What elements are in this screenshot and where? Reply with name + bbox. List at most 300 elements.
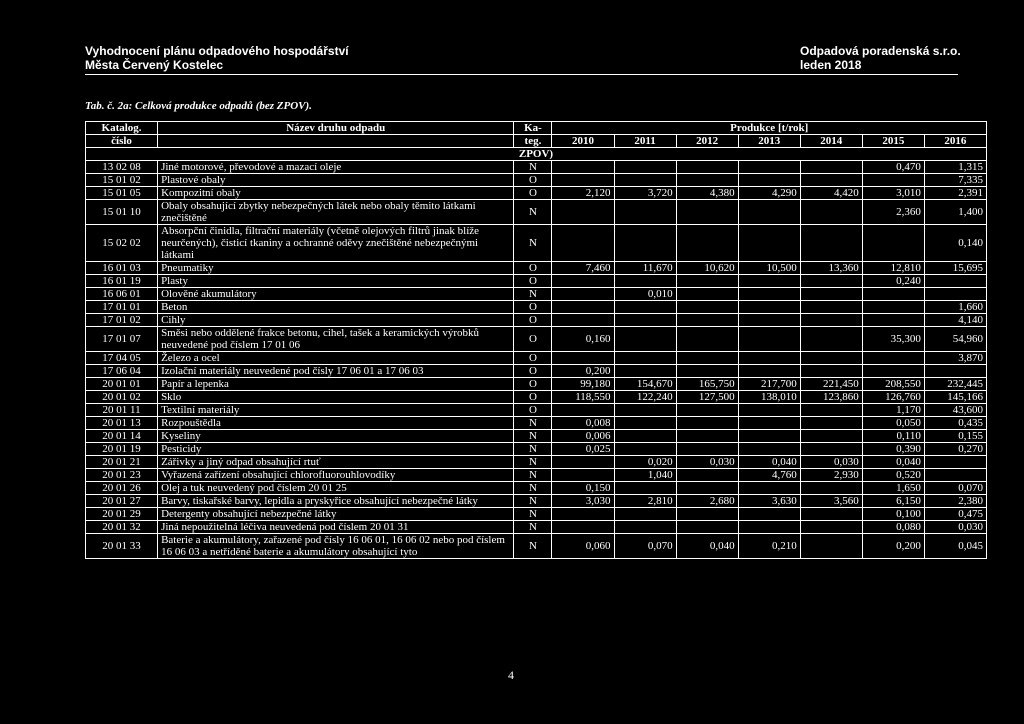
production-value (614, 417, 676, 430)
header-category-1: Ka- (514, 122, 552, 135)
table-row (86, 482, 987, 495)
waste-name: Vyřazená zařízení obsahující chlorofluorouhlovodíky (158, 469, 514, 482)
production-value (800, 200, 862, 225)
waste-code: 20 01 21 (86, 456, 158, 469)
production-value (800, 161, 862, 174)
waste-name: Plasty (158, 275, 514, 288)
waste-name: Kyseliny (158, 430, 514, 443)
production-value: 2,680 (676, 495, 738, 508)
production-value (800, 275, 862, 288)
waste-category: N (514, 534, 552, 559)
production-value: 127,500 (676, 391, 738, 404)
waste-category: O (514, 314, 552, 327)
waste-category: N (514, 161, 552, 174)
production-value (614, 352, 676, 365)
waste-code: 17 01 01 (86, 301, 158, 314)
table-row (86, 288, 987, 301)
production-value (552, 174, 614, 187)
waste-code: 20 01 13 (86, 417, 158, 430)
production-value (738, 417, 800, 430)
production-value: 0,020 (614, 456, 676, 469)
production-value (676, 314, 738, 327)
production-value: 123,860 (800, 391, 862, 404)
production-value: 10,620 (676, 262, 738, 275)
table-row (86, 314, 987, 327)
production-value (738, 327, 800, 352)
header-code-1: Katalog. (86, 122, 158, 135)
production-value (738, 275, 800, 288)
table-row (86, 187, 987, 200)
production-value: 0,040 (862, 456, 924, 469)
production-value: 4,140 (924, 314, 986, 327)
production-value: 99,180 (552, 378, 614, 391)
production-value (738, 508, 800, 521)
header-year: 2011 (614, 135, 676, 148)
production-value (676, 161, 738, 174)
production-value (614, 443, 676, 456)
production-value: 0,080 (862, 521, 924, 534)
production-value: 0,045 (924, 534, 986, 559)
production-value: 0,475 (924, 508, 986, 521)
production-value: 7,335 (924, 174, 986, 187)
production-value (800, 521, 862, 534)
production-value: 1,040 (614, 469, 676, 482)
header-subtitle: Města Červený Kostelec (85, 58, 224, 72)
production-value: 6,150 (862, 495, 924, 508)
table-row (86, 456, 987, 469)
waste-production-table (85, 121, 987, 559)
production-value: 0,040 (676, 534, 738, 559)
production-value: 0,070 (924, 482, 986, 495)
production-value (552, 288, 614, 301)
header-divider (85, 74, 958, 75)
table-row (86, 327, 987, 352)
header-category-2: teg. (514, 135, 552, 148)
production-value: 0,200 (552, 365, 614, 378)
production-value (552, 456, 614, 469)
production-value (676, 365, 738, 378)
production-value: 0,010 (614, 288, 676, 301)
header-year: 2014 (800, 135, 862, 148)
production-value (614, 161, 676, 174)
waste-name: Obaly obsahující zbytky nebezpečných látek nebo obaly těmito látkami znečištěné (158, 200, 514, 225)
production-value (552, 469, 614, 482)
waste-code: 17 04 05 (86, 352, 158, 365)
document-header-left (85, 44, 349, 72)
header-year: 2010 (552, 135, 614, 148)
production-value (614, 301, 676, 314)
waste-category: O (514, 275, 552, 288)
table-body (86, 161, 987, 559)
production-value: 232,445 (924, 378, 986, 391)
production-value (676, 443, 738, 456)
production-value (738, 314, 800, 327)
production-value (800, 352, 862, 365)
production-value: 3,720 (614, 187, 676, 200)
production-value: 3,870 (924, 352, 986, 365)
production-value: 2,360 (862, 200, 924, 225)
table-row (86, 430, 987, 443)
production-value: 0,160 (552, 327, 614, 352)
waste-code: 20 01 26 (86, 482, 158, 495)
production-value (738, 301, 800, 314)
production-value (924, 365, 986, 378)
waste-category: O (514, 327, 552, 352)
waste-category: N (514, 443, 552, 456)
production-value (552, 314, 614, 327)
production-value (614, 174, 676, 187)
production-value (800, 508, 862, 521)
table-row (86, 508, 987, 521)
table-header-row-2 (86, 135, 987, 148)
production-value: 0,008 (552, 417, 614, 430)
production-value (676, 301, 738, 314)
waste-category: N (514, 469, 552, 482)
waste-category: O (514, 174, 552, 187)
waste-name: Olověné akumulátory (158, 288, 514, 301)
waste-category: N (514, 430, 552, 443)
production-value (676, 200, 738, 225)
production-value: 0,200 (862, 534, 924, 559)
production-value (552, 161, 614, 174)
production-value: 11,670 (614, 262, 676, 275)
waste-code: 15 01 02 (86, 174, 158, 187)
waste-name: Sklo (158, 391, 514, 404)
header-year: 2015 (862, 135, 924, 148)
production-value: 4,420 (800, 187, 862, 200)
waste-name: Železo a ocel (158, 352, 514, 365)
waste-name: Detergenty obsahující nebezpečné látky (158, 508, 514, 521)
waste-name: Pesticidy (158, 443, 514, 456)
production-value: 4,290 (738, 187, 800, 200)
production-value (676, 352, 738, 365)
waste-code: 15 02 02 (86, 225, 158, 262)
waste-code: 16 01 19 (86, 275, 158, 288)
table-row (86, 521, 987, 534)
waste-code: 17 06 04 (86, 365, 158, 378)
table-row (86, 200, 987, 225)
production-value: 208,550 (862, 378, 924, 391)
production-value: 3,010 (862, 187, 924, 200)
table-row (86, 391, 987, 404)
waste-code: 20 01 19 (86, 443, 158, 456)
waste-category: N (514, 508, 552, 521)
production-value (738, 443, 800, 456)
production-value (614, 200, 676, 225)
production-value (924, 456, 986, 469)
waste-code: 20 01 27 (86, 495, 158, 508)
waste-name: Barvy, tiskařské barvy, lepidla a pryskyřice obsahující nebezpečné látky (158, 495, 514, 508)
production-value (738, 225, 800, 262)
table-caption: Tab. č. 2a: Celková produkce odpadů (bez ZPOV). (85, 100, 312, 112)
production-value: 3,630 (738, 495, 800, 508)
production-value (614, 521, 676, 534)
header-production: Produkce [t/rok] (552, 122, 987, 135)
production-value (614, 365, 676, 378)
production-value: 0,025 (552, 443, 614, 456)
waste-category: O (514, 404, 552, 417)
waste-category: N (514, 200, 552, 225)
production-value: 154,670 (614, 378, 676, 391)
header-title: Vyhodnocení plánu odpadového hospodářství (85, 44, 349, 58)
production-value: 4,380 (676, 187, 738, 200)
document-header-right (800, 44, 961, 72)
production-value: 12,810 (862, 262, 924, 275)
production-value (614, 430, 676, 443)
production-value: 1,400 (924, 200, 986, 225)
production-value: 0,006 (552, 430, 614, 443)
production-value (862, 314, 924, 327)
header-zpov: ZPOV) (86, 148, 987, 161)
production-value: 0,050 (862, 417, 924, 430)
header-code-2: číslo (86, 135, 158, 148)
waste-name: Absorpční činidla, filtrační materiály (včetně olejových filtrů jinak blíže neurčených), čisticí tkaniny a ochranné oděvy znečištěné nebezpečnými látkami (158, 225, 514, 262)
header-name: Název druhu odpadu (158, 122, 514, 135)
table-row (86, 378, 987, 391)
production-value: 0,040 (738, 456, 800, 469)
waste-name: Beton (158, 301, 514, 314)
table-row (86, 417, 987, 430)
production-value: 1,660 (924, 301, 986, 314)
production-value (738, 404, 800, 417)
production-value (800, 417, 862, 430)
production-value (862, 352, 924, 365)
production-value (738, 352, 800, 365)
production-value: 13,360 (800, 262, 862, 275)
waste-name: Izolační materiály neuvedené pod čísly 17 06 01 a 17 06 03 (158, 365, 514, 378)
production-value: 138,010 (738, 391, 800, 404)
production-value: 0,470 (862, 161, 924, 174)
production-value (862, 225, 924, 262)
production-value (614, 225, 676, 262)
production-value: 0,140 (924, 225, 986, 262)
production-value: 2,391 (924, 187, 986, 200)
production-value: 2,930 (800, 469, 862, 482)
production-value: 0,060 (552, 534, 614, 559)
table-row (86, 534, 987, 559)
production-value (738, 521, 800, 534)
production-value (552, 301, 614, 314)
production-value: 10,500 (738, 262, 800, 275)
production-value (738, 200, 800, 225)
table-row (86, 404, 987, 417)
production-value (862, 301, 924, 314)
header-year: 2012 (676, 135, 738, 148)
production-value (676, 327, 738, 352)
production-value: 15,695 (924, 262, 986, 275)
production-value: 43,600 (924, 404, 986, 417)
production-value (614, 404, 676, 417)
waste-category: O (514, 378, 552, 391)
production-value (676, 174, 738, 187)
production-value (552, 200, 614, 225)
production-value: 0,150 (552, 482, 614, 495)
table-header-row-1 (86, 122, 987, 135)
waste-code: 16 01 03 (86, 262, 158, 275)
header-company: Odpadová poradenská s.r.o. (800, 44, 961, 58)
waste-category: N (514, 288, 552, 301)
production-value (552, 508, 614, 521)
production-value: 2,380 (924, 495, 986, 508)
waste-category: O (514, 262, 552, 275)
waste-name: Textilní materiály (158, 404, 514, 417)
production-value: 122,240 (614, 391, 676, 404)
production-value (614, 508, 676, 521)
production-value (552, 225, 614, 262)
production-value (676, 469, 738, 482)
production-value (800, 327, 862, 352)
production-value (552, 404, 614, 417)
waste-category: N (514, 482, 552, 495)
waste-category: O (514, 352, 552, 365)
production-value: 1,650 (862, 482, 924, 495)
waste-code: 17 01 07 (86, 327, 158, 352)
production-value (800, 482, 862, 495)
waste-category: O (514, 365, 552, 378)
waste-code: 13 02 08 (86, 161, 158, 174)
production-value: 0,070 (614, 534, 676, 559)
production-value: 0,210 (738, 534, 800, 559)
production-value (862, 174, 924, 187)
production-value: 54,960 (924, 327, 986, 352)
production-value: 0,240 (862, 275, 924, 288)
waste-category: O (514, 301, 552, 314)
header-year: 2016 (924, 135, 986, 148)
production-value (800, 174, 862, 187)
waste-code: 17 01 02 (86, 314, 158, 327)
table-header-row-3 (86, 148, 987, 161)
waste-category: O (514, 391, 552, 404)
production-value: 35,300 (862, 327, 924, 352)
waste-name: Zářivky a jiný odpad obsahující rtuť (158, 456, 514, 469)
waste-category: N (514, 521, 552, 534)
production-value: 1,170 (862, 404, 924, 417)
production-value (552, 275, 614, 288)
production-value: 0,030 (800, 456, 862, 469)
production-value (800, 430, 862, 443)
production-value (924, 275, 986, 288)
production-value: 145,166 (924, 391, 986, 404)
waste-name: Jiné motorové, převodové a mazací oleje (158, 161, 514, 174)
production-value (614, 275, 676, 288)
waste-code: 20 01 11 (86, 404, 158, 417)
waste-code: 20 01 32 (86, 521, 158, 534)
waste-code: 15 01 10 (86, 200, 158, 225)
production-value (800, 288, 862, 301)
waste-code: 20 01 01 (86, 378, 158, 391)
production-value: 0,270 (924, 443, 986, 456)
production-value (800, 301, 862, 314)
production-value: 7,460 (552, 262, 614, 275)
production-value (676, 521, 738, 534)
production-value: 217,700 (738, 378, 800, 391)
waste-name: Jiná nepoužitelná léčiva neuvedená pod číslem 20 01 31 (158, 521, 514, 534)
production-value: 0,110 (862, 430, 924, 443)
production-value (614, 327, 676, 352)
waste-name: Olej a tuk neuvedený pod číslem 20 01 25 (158, 482, 514, 495)
production-value (862, 288, 924, 301)
production-value (862, 365, 924, 378)
production-value (800, 443, 862, 456)
waste-code: 20 01 23 (86, 469, 158, 482)
production-value (738, 288, 800, 301)
waste-code: 16 06 01 (86, 288, 158, 301)
waste-name: Plastové obaly (158, 174, 514, 187)
page-number: 4 (508, 668, 514, 682)
table-row (86, 495, 987, 508)
waste-name: Kompozitní obaly (158, 187, 514, 200)
waste-name: Cihly (158, 314, 514, 327)
table-row (86, 262, 987, 275)
production-value (676, 404, 738, 417)
production-value: 0,520 (862, 469, 924, 482)
production-value (738, 161, 800, 174)
production-value (676, 482, 738, 495)
production-value: 0,390 (862, 443, 924, 456)
header-name-blank (158, 135, 514, 148)
header-date: leden 2018 (800, 58, 862, 72)
production-value: 4,760 (738, 469, 800, 482)
production-value (800, 225, 862, 262)
waste-name: Baterie a akumulátory, zařazené pod čísly 16 06 01, 16 06 02 nebo pod číslem 16 06 03 a netříděné baterie a akumulátory obsahující tyto (158, 534, 514, 559)
production-value: 0,435 (924, 417, 986, 430)
production-value: 0,030 (676, 456, 738, 469)
production-value: 0,030 (924, 521, 986, 534)
production-value: 126,760 (862, 391, 924, 404)
production-value (614, 314, 676, 327)
waste-code: 20 01 14 (86, 430, 158, 443)
production-value (800, 404, 862, 417)
waste-code: 20 01 29 (86, 508, 158, 521)
waste-name: Papír a lepenka (158, 378, 514, 391)
waste-category: N (514, 456, 552, 469)
production-value (676, 430, 738, 443)
production-value: 3,560 (800, 495, 862, 508)
waste-code: 15 01 05 (86, 187, 158, 200)
table-row (86, 469, 987, 482)
production-value (738, 365, 800, 378)
table-row (86, 275, 987, 288)
waste-code: 20 01 02 (86, 391, 158, 404)
production-value (552, 521, 614, 534)
production-value (738, 174, 800, 187)
waste-category: N (514, 225, 552, 262)
production-value (800, 314, 862, 327)
production-value (614, 482, 676, 495)
waste-name: Rozpouštědla (158, 417, 514, 430)
table-row (86, 352, 987, 365)
production-value: 221,450 (800, 378, 862, 391)
production-value (924, 288, 986, 301)
table-row (86, 161, 987, 174)
production-value: 1,315 (924, 161, 986, 174)
production-value (676, 225, 738, 262)
waste-name: Směsi nebo oddělené frakce betonu, cihel, tašek a keramických výrobků neuvedené pod číslem 17 01 06 (158, 327, 514, 352)
production-value (552, 352, 614, 365)
production-value (924, 469, 986, 482)
production-value: 165,750 (676, 378, 738, 391)
production-value: 118,550 (552, 391, 614, 404)
production-value (800, 534, 862, 559)
waste-category: O (514, 187, 552, 200)
production-value: 3,030 (552, 495, 614, 508)
production-value (676, 417, 738, 430)
table-row (86, 365, 987, 378)
waste-category: N (514, 495, 552, 508)
production-value (676, 508, 738, 521)
production-value (800, 365, 862, 378)
production-value (738, 482, 800, 495)
